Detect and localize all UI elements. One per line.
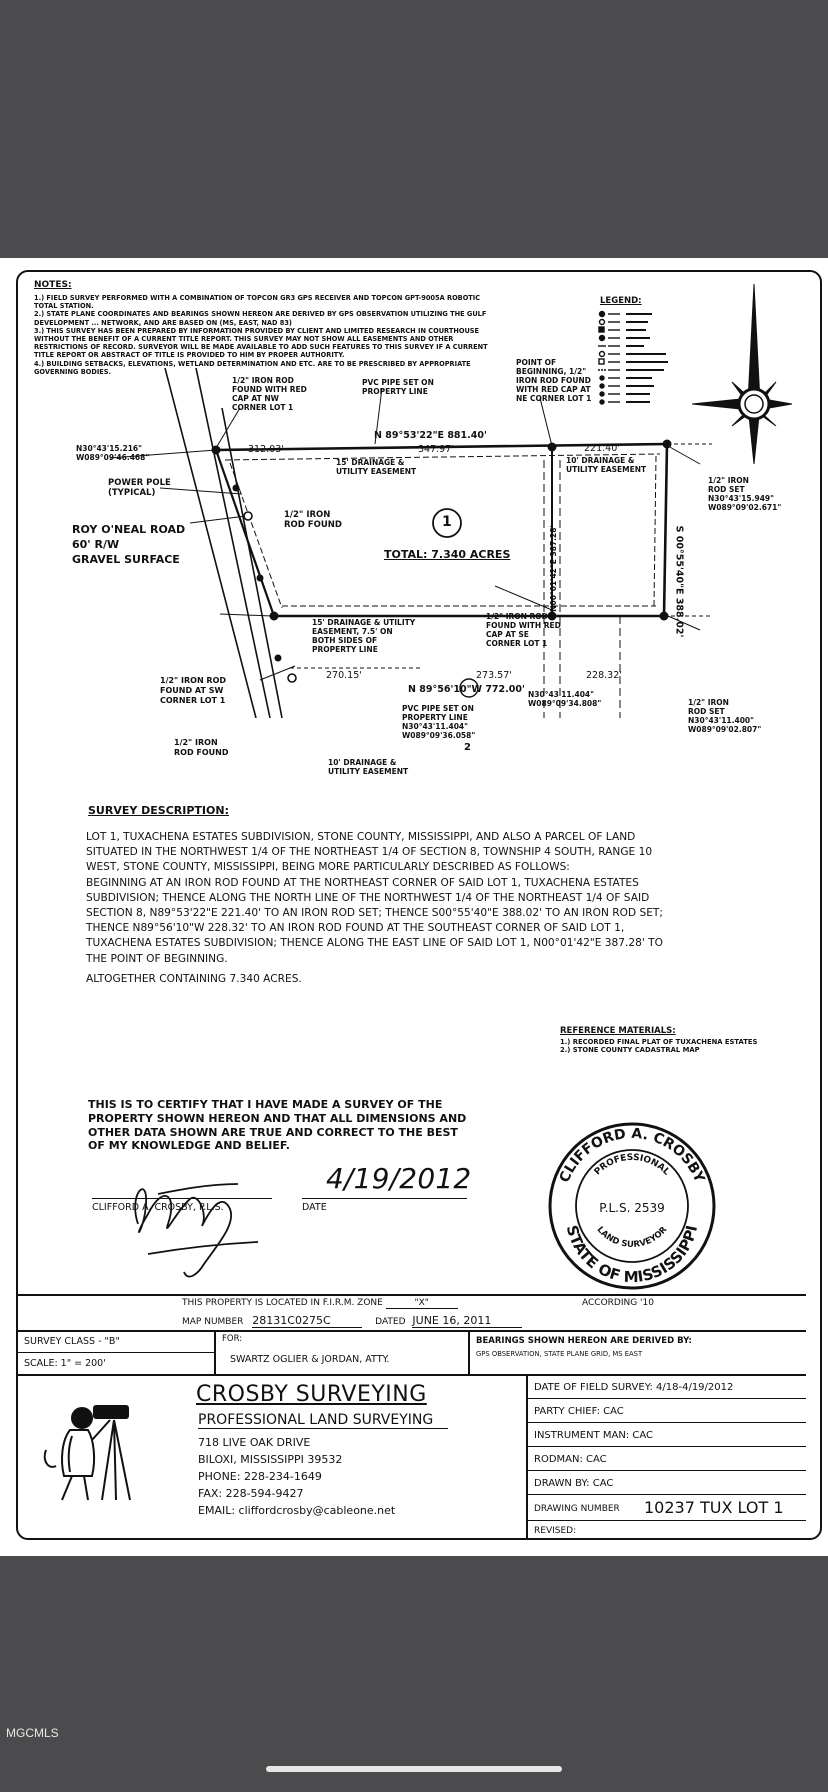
- notes-line: 1.) FIELD SURVEY PERFORMED WITH A COMBINATION OF TOPCON GR3 GPS RECEIVER AND TOPCON GPT-9005A ROBOTIC: [34, 294, 481, 302]
- notes-line: 3.) THIS SURVEY HAS BEEN PREPARED BY INFORMATION PROVIDED BY CLIENT AND LIMITED RESEARCH IN COURTHOUSE: [34, 326, 480, 335]
- reference-title: REFERENCE MATERIALS:: [560, 1026, 676, 1036]
- scale: SCALE: 1" = 200': [24, 1358, 106, 1369]
- company-email: EMAIL: cliffordcrosby@cableone.net: [198, 1504, 396, 1517]
- firm-map-line: MAP NUMBER 28131C0275C DATED JUNE 16, 2011: [182, 1314, 522, 1328]
- bearings-line-2: GPS OBSERVATION, STATE PLANE GRID, MS EAST: [476, 1350, 643, 1358]
- drainage-bottom-label: 10' DRAINAGE & UTILITY EASEMENT: [328, 758, 409, 776]
- details-rule-4: [528, 1470, 806, 1471]
- surveyor-logo-icon: [42, 1400, 154, 1504]
- pvc-bottom-label: PVC PIPE SET ON PROPERTY LINE N30°43'11.404" W089°09'36.058": [402, 704, 476, 740]
- sw-rod-label: 1/2" IRON ROD FOUND AT SW CORNER LOT 1: [160, 676, 227, 705]
- description-line: SECTION 8, N89°53'22"E 221.40' TO AN IRON ROD SET; THENCE S00°55'40"E 388.02' TO AN IRON ROD SET;: [86, 907, 663, 920]
- info-divider-2: [468, 1330, 470, 1374]
- details-rule-1: [528, 1398, 806, 1399]
- certification-statement: THIS IS TO CERTIFY THAT I HAVE MADE A SURVEY OF THE PROPERTY SHOWN HEREON AND THAT ALL DIMENSIONS AND OTHER DATA SHOWN ARE TRUE AND CORRECT TO THE BEST OF MY KNOWLEDGE AND BELIEF.: [88, 1098, 467, 1153]
- details-rule-6: [528, 1520, 806, 1521]
- rod-mid-label: 1/2" IRON ROD FOUND: [284, 510, 342, 530]
- north-segment-2: 347.97': [418, 444, 454, 455]
- class-divider: [18, 1352, 214, 1353]
- notes-line: GOVERNING BODIES.: [34, 367, 112, 376]
- company-contact: [198, 1434, 395, 1519]
- info-divider-1: [214, 1330, 216, 1374]
- info-top-rule: [18, 1330, 806, 1332]
- mls-watermark: MGCMLS: [6, 1726, 59, 1740]
- for-value: SWARTZ OGLIER & JORDAN, ATTY.: [230, 1354, 390, 1365]
- signature-line: [92, 1198, 272, 1199]
- instrument-man: INSTRUMENT MAN: CAC: [534, 1430, 653, 1441]
- nw-coordinates: N30°43'15.216" W089°09'46.468": [76, 444, 150, 462]
- south-bearing: N 89°56'10"W 772.00': [408, 684, 525, 695]
- description-line: THENCE N89°56'10"W 228.32' TO AN IRON ROD FOUND AT THE SOUTHEAST CORNER OF SAID LOT 1,: [86, 922, 625, 935]
- rodman: RODMAN: CAC: [534, 1454, 607, 1465]
- legend-title: LEGEND:: [600, 296, 642, 306]
- north-segment-3: 221.40': [584, 443, 620, 454]
- firm-zone-line: THIS PROPERTY IS LOCATED IN F.I.R.M. ZONE "X": [182, 1298, 458, 1309]
- signature: [118, 1154, 288, 1284]
- notes-line: 4.) BUILDING SETBACKS, ELEVATIONS, WETLAND DETERMINATION AND ETC. ARE TO BE PRESCRIBED BY APPROPRIATE: [34, 359, 471, 368]
- seal-name-text: CLIFFORD A. CROSBY: [556, 1125, 708, 1185]
- notes-line: TITLE REPORT OR ABSTRACT OF TITLE IS PROVIDED TO HIM BY PROPER AUTHORITY.: [34, 351, 345, 360]
- notes-body: [34, 294, 488, 376]
- firm-according: ACCORDING '10: [582, 1298, 654, 1308]
- rod-bottom-label: 1/2" IRON ROD FOUND: [174, 738, 229, 757]
- east-bearing: S 00°55'40"E 388.02': [673, 525, 685, 638]
- reference-list: 1.) RECORDED FINAL PLAT OF TUXACHENA ESTATES 2.) STONE COUNTY CADASTRAL MAP: [560, 1038, 758, 1054]
- drawn-by: DRAWN BY: CAC: [534, 1478, 614, 1489]
- company-address-1: 718 LIVE OAK DRIVE: [198, 1436, 311, 1449]
- party-chief: PARTY CHIEF: CAC: [534, 1406, 624, 1417]
- details-rule-2: [528, 1422, 806, 1423]
- north-segment-1: 312.03': [248, 444, 284, 455]
- notes-line: TOTAL STATION.: [34, 302, 94, 311]
- company-fax: FAX: 228-594-9427: [198, 1487, 304, 1500]
- home-indicator[interactable]: [266, 1766, 562, 1772]
- power-pole-label: POWER POLE (TYPICAL): [108, 478, 171, 498]
- description-line: BEGINNING AT AN IRON ROD FOUND AT THE NORTHEAST CORNER OF SAID LOT 1, TUXACHENA ESTATES: [86, 876, 639, 889]
- field-survey-date: DATE OF FIELD SURVEY: 4/18-4/19/2012: [534, 1382, 734, 1393]
- description-line: SITUATED IN THE NORTHWEST 1/4 OF THE NORTHEAST 1/4 OF SECTION 8, TOWNSHIP 4 SOUTH, RANGE 10: [86, 846, 653, 859]
- drainage-both-label: 15' DRAINAGE & UTILITY EASEMENT, 7.5' ON BOTH SIDES OF PROPERTY LINE: [312, 618, 416, 654]
- road-label: ROY O'NEAL ROAD 60' R/W GRAVEL SURFACE: [72, 523, 186, 566]
- drainage-mid-label: 10' DRAINAGE & UTILITY EASEMENT: [566, 456, 647, 474]
- signer-name: CLIFFORD A. CROSBY, P.L.S.: [92, 1202, 224, 1213]
- south-segment-2: 273.57': [476, 670, 512, 681]
- notes-line: WITHOUT THE BENEFIT OF A CURRENT TITLE REPORT. THIS SURVEY MAY NOT SHOW ALL EASEMENTS AND OTHER: [34, 335, 454, 344]
- south-segment-3: 228.32': [586, 670, 622, 681]
- description-line: THE POINT OF BEGINNING.: [86, 952, 228, 965]
- notes-line: RESTRICTIONS OF RECORD. SURVEYOR WILL BE MADE AVAILABLE TO ADD SUCH FEATURES TO THIS SURVEY IF A CURRENT: [34, 343, 488, 352]
- firm-top-rule: [18, 1294, 806, 1296]
- north-bearing: N 89°53'22"E 881.40': [374, 430, 487, 441]
- lot-two-number: 2: [464, 742, 471, 753]
- notes-line: 2.) STATE PLANE COORDINATES AND BEARINGS SHOWN HEREON ARE DERIVED BY GPS OBSERVATION UTILIZING THE GULF: [34, 310, 487, 319]
- drainage-top-label: 15' DRAINAGE & UTILITY EASEMENT: [336, 458, 417, 476]
- lot-number: 1: [442, 514, 452, 530]
- description-line: TUXACHENA ESTATES SUBDIVISION; THENCE ALONG THE EAST LINE OF SAID LOT 1, N00°01'42"E 387.28' TO: [86, 937, 663, 950]
- survey-document: [0, 258, 828, 1556]
- rod-se-lot-label: 1/2" IRON ROD FOUND WITH RED CAP AT SE CORNER LOT 1: [486, 612, 561, 648]
- south-segment-1: 270.15': [326, 670, 362, 681]
- company-tagline: PROFESSIONAL LAND SURVEYING: [198, 1412, 434, 1428]
- pvc-top-label: PVC PIPE SET ON PROPERTY LINE: [362, 378, 434, 396]
- se-rod-label: 1/2" IRON ROD SET N30°43'11.400" W089°09'02.807": [688, 698, 762, 734]
- tagline-underline: [198, 1428, 448, 1429]
- interior-bearing: N00°01'42"E 387.28': [548, 525, 558, 612]
- for-label: FOR:: [222, 1334, 243, 1344]
- details-rule-3: [528, 1446, 806, 1447]
- notes-line: DEVELOPMENT ... NETWORK, AND ARE BASED ON (MS, EAST, NAD 83): [34, 318, 292, 327]
- drawing-number: 10237 TUX LOT 1: [644, 1498, 784, 1517]
- notes-title: NOTES:: [34, 280, 72, 290]
- certification-date: 4/19/2012: [326, 1162, 472, 1195]
- seal-professional-text: PROFESSIONAL: [592, 1152, 672, 1178]
- survey-description-body: [86, 830, 663, 967]
- seal-land-surveyor-text: LAND SURVEYOR: [594, 1224, 670, 1250]
- professional-seal: [546, 1120, 718, 1292]
- revised: REVISED:: [534, 1526, 577, 1536]
- company-phone: PHONE: 228-234-1649: [198, 1470, 322, 1483]
- date-line: [302, 1198, 467, 1199]
- point-of-beginning-label: POINT OF BEGINNING, 1/2" IRON ROD FOUND WITH RED CAP AT NE CORNER LOT 1: [516, 358, 592, 403]
- description-line: SUBDIVISION; THENCE ALONG THE NORTH LINE OF THE NORTHWEST 1/4 OF THE NORTHEAST 1/4 OF SAID: [86, 891, 650, 904]
- description-line: LOT 1, TUXACHENA ESTATES SUBDIVISION, STONE COUNTY, MISSISSIPPI, AND ALSO A PARCEL OF LAND: [86, 831, 636, 843]
- east-rod-label: 1/2" IRON ROD SET N30°43'15.949" W089°09'02.671": [708, 476, 782, 512]
- mid-south-coordinates: N30°43'11.404" W089°09'34.808": [528, 690, 602, 708]
- date-label: DATE: [302, 1202, 327, 1213]
- survey-class: SURVEY CLASS - "B": [24, 1336, 120, 1347]
- rod-nw-label: 1/2" IRON ROD FOUND WITH RED CAP AT NW CORNER LOT 1: [232, 376, 307, 412]
- seal-state-text: STATE OF MISSISSIPPI: [562, 1223, 702, 1287]
- seal-pls-text: P.L.S. 2539: [599, 1201, 665, 1215]
- company-name: CROSBY SURVEYING: [196, 1382, 427, 1407]
- total-acres: TOTAL: 7.340 ACRES: [384, 548, 511, 561]
- acreage-total: ALTOGETHER CONTAINING 7.340 ACRES.: [86, 973, 302, 985]
- company-address-2: BILOXI, MISSISSIPPI 39532: [198, 1453, 343, 1466]
- company-top-rule: [18, 1374, 806, 1376]
- bearings-line-1: BEARINGS SHOWN HEREON ARE DERIVED BY:: [476, 1336, 692, 1346]
- details-rule-5: [528, 1494, 806, 1495]
- drawing-number-label: DRAWING NUMBER: [534, 1504, 620, 1514]
- description-line: WEST, STONE COUNTY, MISSISSIPPI, BEING MORE PARTICULARLY DESCRIBED AS FOLLOWS:: [86, 861, 570, 874]
- survey-description-title: SURVEY DESCRIPTION:: [88, 804, 229, 817]
